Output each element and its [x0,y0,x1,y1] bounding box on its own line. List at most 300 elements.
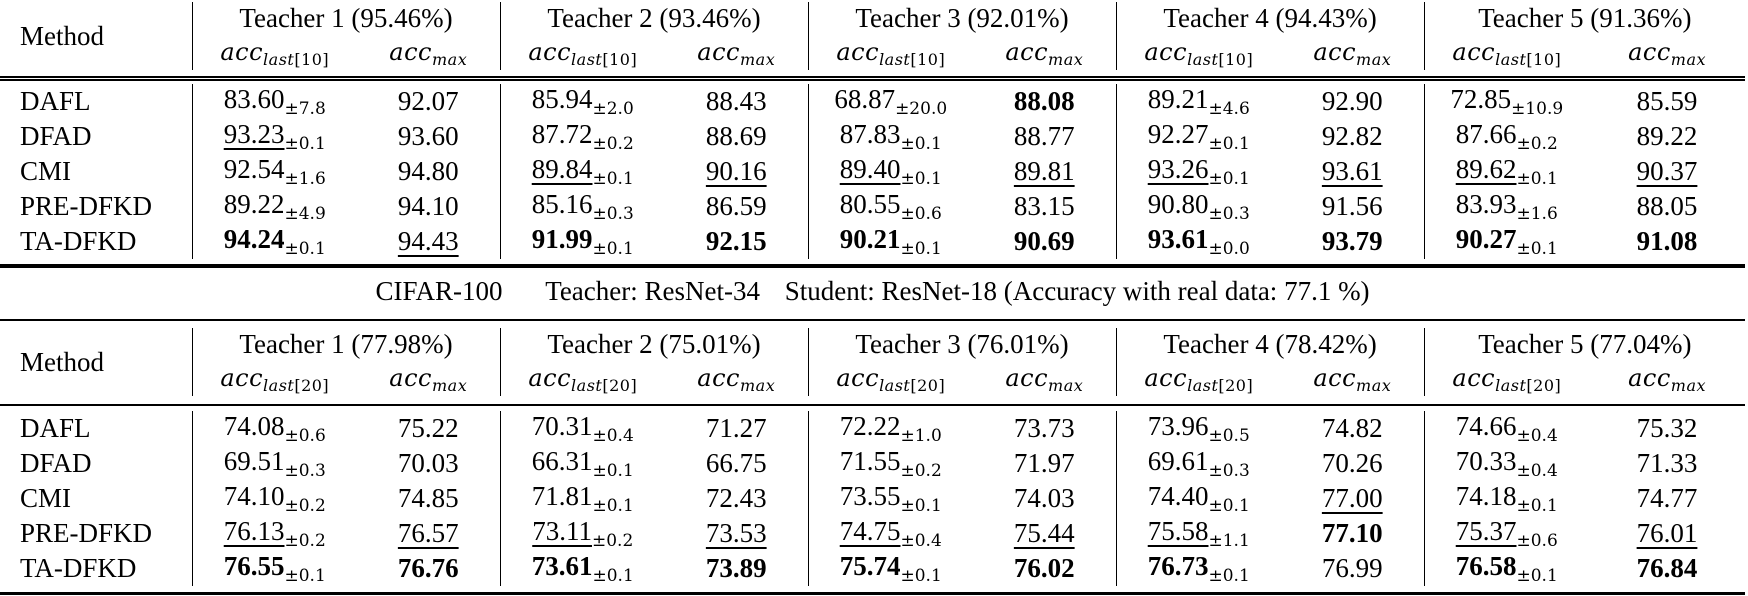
acc-max-value: 86.59 [705,191,767,221]
acc-last-value: 94.24 [223,224,285,254]
acc-max-value: 88.77 [1013,121,1075,151]
acc-max-cell [973,154,1116,189]
acc-last-value: 74.18 [1455,481,1517,511]
acc-max-value: 76.76 [397,553,459,583]
acc-last-value: 72.22 [839,411,901,441]
header-rule [0,76,1745,78]
std-dev: ±0.1 [900,566,942,586]
table-caption [0,276,1745,307]
std-dev: ±10.9 [1511,99,1564,119]
acc-max-value: 75.22 [397,413,459,443]
acc-max-value: 88.05 [1636,191,1698,221]
std-dev: ±0.2 [284,531,326,551]
acc-last-header: acc$_{last[20]}$ [192,360,357,396]
acc-last-value: 87.72 [531,119,593,149]
std-dev: ±0.3 [1208,204,1250,224]
acc-max-cell [1589,119,1745,154]
acc-last-cell [192,411,357,446]
method-name: TA-DFKD [20,553,137,583]
acc-last-value: 89.62 [1455,154,1517,184]
acc-max-cell [1281,224,1424,259]
acc-max-value: 85.59 [1636,86,1698,116]
acc-max-cell [1589,224,1745,259]
acc-max-cell [973,446,1116,481]
std-dev: ±0.3 [284,461,326,481]
acc-last-value: 76.13 [223,516,285,546]
acc-last-cell [500,411,665,446]
acc-max-header: acc$_{max}$ [697,37,776,69]
acc-last-cell [500,551,665,586]
acc-last-cell [1116,224,1281,259]
acc-max-cell [357,481,500,516]
acc-last-cell [500,154,665,189]
acc-last-cell [500,224,665,259]
method-name: PRE-DFKD [20,518,153,548]
std-dev: ±4.9 [284,204,326,224]
acc-last-value: 74.75 [839,516,901,546]
acc-last-value: 66.31 [531,446,593,476]
acc-last-cell [192,119,357,154]
acc-last-header: acc$_{last[20]}$ [1116,360,1281,396]
acc-last-cell [1116,189,1281,224]
acc-last-value: 87.83 [839,119,901,149]
acc-max-value: 92.15 [705,226,767,256]
acc-max-value: 92.90 [1321,86,1383,116]
std-dev: ±0.2 [592,134,634,154]
acc-last-cell [1116,446,1281,481]
std-dev: ±1.0 [900,426,942,446]
method-name: TA-DFKD [20,226,137,256]
method-name: PRE-DFKD [20,191,153,221]
table-row [0,411,1745,446]
bottom-rule [0,592,1745,595]
acc-last-cell [1116,516,1281,551]
acc-last-cell [192,481,357,516]
acc-max-value: 90.37 [1636,156,1698,186]
acc-max-value: 75.32 [1636,413,1698,443]
acc-last-cell [192,189,357,224]
acc-last-header: acc$_{last[10]}$ [500,34,665,70]
acc-last-value: 90.27 [1455,224,1517,254]
std-dev: ±0.1 [900,496,942,516]
acc-last-header: acc$_{last[10]}$ [1424,34,1589,70]
acc-last-value: 89.40 [839,154,901,184]
acc-max-value: 76.01 [1636,518,1698,548]
acc-max-cell [1589,84,1745,119]
acc-max-header: acc$_{max}$ [389,37,468,69]
acc-last-value: 74.08 [223,411,285,441]
acc-last-cell [1424,154,1589,189]
std-dev: ±0.3 [592,204,634,224]
top-results-table [0,2,1745,70]
acc-last-value: 89.22 [223,189,285,219]
acc-max-value: 73.73 [1013,413,1075,443]
acc-last-value: 90.21 [839,224,901,254]
std-dev: ±0.6 [1516,531,1558,551]
std-dev: ±0.4 [1516,461,1558,481]
std-dev: ±0.1 [592,496,634,516]
std-dev: ±0.1 [592,566,634,586]
acc-max-cell [1281,189,1424,224]
caption-rule [0,319,1745,321]
std-dev: ±0.1 [284,134,326,154]
acc-last-value: 93.61 [1147,224,1209,254]
teacher-header: Teacher 4 (94.43%) [1116,2,1424,34]
std-dev: ±0.2 [900,461,942,481]
std-dev: ±0.1 [592,239,634,259]
method-name: DAFL [20,413,91,443]
method-header: Method [20,346,104,377]
acc-last-value: 74.66 [1455,411,1517,441]
acc-max-header: acc$_{max}$ [1628,363,1707,395]
acc-last-value: 83.93 [1455,189,1517,219]
acc-last-cell [808,411,973,446]
acc-max-value: 77.10 [1321,518,1383,548]
acc-max-header: acc$_{max}$ [1005,363,1084,395]
acc-max-value: 71.27 [705,413,767,443]
acc-last-value: 69.51 [223,446,285,476]
acc-max-cell [357,84,500,119]
acc-max-value: 73.53 [705,518,767,548]
acc-last-value: 75.37 [1455,516,1517,546]
acc-max-cell [665,411,808,446]
acc-max-value: 66.75 [705,448,767,478]
acc-max-cell [973,119,1116,154]
acc-max-value: 93.60 [397,121,459,151]
table-row [0,551,1745,586]
acc-max-cell [1281,154,1424,189]
acc-last-value: 89.21 [1147,84,1209,114]
acc-last-cell [500,446,665,481]
acc-max-value: 76.99 [1321,553,1383,583]
acc-last-value: 73.96 [1147,411,1209,441]
acc-max-value: 70.26 [1321,448,1383,478]
table-row [0,154,1745,189]
teacher-header: Teacher 1 (95.46%) [192,2,500,34]
acc-max-cell [665,154,808,189]
acc-last-cell [808,189,973,224]
acc-max-value: 74.03 [1013,483,1075,513]
acc-last-cell [808,481,973,516]
student-arch-label: Student: ResNet-18 (Accuracy with real data: 77.1 %) [784,276,1370,306]
acc-max-value: 89.22 [1636,121,1698,151]
std-dev: ±0.1 [1208,169,1250,189]
acc-max-header: acc$_{max}$ [697,363,776,395]
acc-max-cell [973,516,1116,551]
acc-last-value: 75.58 [1147,516,1209,546]
acc-max-cell [665,84,808,119]
acc-last-value: 76.58 [1455,551,1517,581]
acc-max-cell [1281,551,1424,586]
acc-last-value: 71.55 [839,446,901,476]
std-dev: ±4.6 [1208,99,1250,119]
acc-max-value: 91.08 [1636,226,1698,256]
acc-last-cell [500,516,665,551]
acc-last-value: 70.31 [531,411,593,441]
acc-max-cell [1281,119,1424,154]
teacher-header: Teacher 2 (93.46%) [500,2,808,34]
acc-last-cell [1424,224,1589,259]
acc-max-value: 76.02 [1013,553,1075,583]
acc-max-cell [973,551,1116,586]
method-name: CMI [20,483,72,513]
acc-max-cell [1281,84,1424,119]
acc-max-cell [973,84,1116,119]
acc-last-cell [500,84,665,119]
acc-last-cell [1116,411,1281,446]
acc-max-cell [1589,516,1745,551]
bottom-results-table [0,328,1745,396]
acc-last-value: 70.33 [1455,446,1517,476]
acc-last-cell [808,446,973,481]
teacher-header: Teacher 3 (92.01%) [808,2,1116,34]
acc-last-cell [1424,481,1589,516]
acc-last-cell [500,119,665,154]
acc-max-value: 88.43 [705,86,767,116]
std-dev: ±0.1 [1208,566,1250,586]
acc-max-value: 94.43 [397,226,459,256]
acc-last-value: 73.11 [532,516,592,546]
acc-last-cell [1116,119,1281,154]
teacher-header: Teacher 1 (77.98%) [192,328,500,360]
acc-last-cell [1116,481,1281,516]
acc-last-cell [1424,446,1589,481]
std-dev: ±0.1 [284,239,326,259]
method-name: CMI [20,156,72,186]
acc-max-cell [1281,411,1424,446]
acc-max-header: acc$_{max}$ [1313,37,1392,69]
acc-max-cell [665,224,808,259]
table-row [0,516,1745,551]
acc-last-cell [1116,84,1281,119]
std-dev: ±0.2 [284,496,326,516]
std-dev: ±0.1 [1208,496,1250,516]
table-row [0,84,1745,119]
table-row [0,224,1745,259]
acc-max-cell [357,551,500,586]
acc-max-cell [1589,481,1745,516]
acc-max-value: 74.82 [1321,413,1383,443]
acc-max-cell [357,411,500,446]
acc-max-cell [973,411,1116,446]
acc-last-cell [1116,154,1281,189]
teacher-header: Teacher 5 (91.36%) [1424,2,1745,34]
std-dev: ±0.1 [592,461,634,481]
acc-max-cell [357,224,500,259]
std-dev: ±1.6 [284,169,326,189]
acc-max-cell [665,446,808,481]
acc-last-cell [1424,84,1589,119]
acc-max-value: 92.82 [1321,121,1383,151]
acc-last-value: 71.81 [531,481,593,511]
acc-last-cell [192,516,357,551]
top-results-body [0,84,1745,259]
acc-max-cell [665,189,808,224]
acc-max-cell [665,551,808,586]
acc-last-header: acc$_{last[20]}$ [1424,360,1589,396]
acc-max-value: 74.85 [397,483,459,513]
acc-last-value: 93.26 [1147,154,1209,184]
acc-last-value: 87.66 [1455,119,1517,149]
acc-last-value: 72.85 [1450,84,1512,114]
acc-last-cell [1424,411,1589,446]
acc-max-value: 93.79 [1321,226,1383,256]
acc-last-value: 90.80 [1147,189,1209,219]
acc-max-cell [973,481,1116,516]
acc-max-value: 91.56 [1321,191,1383,221]
std-dev: ±0.1 [900,239,942,259]
acc-last-value: 92.54 [223,154,285,184]
table-row [0,446,1745,481]
std-dev: ±0.4 [900,531,942,551]
acc-last-header: acc$_{last[10]}$ [808,34,973,70]
acc-max-cell [665,119,808,154]
acc-last-value: 74.40 [1147,481,1209,511]
std-dev: ±2.0 [592,99,634,119]
acc-max-header: acc$_{max}$ [1005,37,1084,69]
std-dev: ±1.1 [1208,531,1250,551]
acc-last-cell [192,551,357,586]
acc-max-cell [1589,446,1745,481]
acc-max-cell [1589,411,1745,446]
acc-last-cell [192,84,357,119]
acc-last-value: 76.73 [1147,551,1209,581]
acc-max-cell [973,224,1116,259]
acc-max-cell [357,446,500,481]
acc-last-cell [808,154,973,189]
acc-last-value: 68.87 [834,84,896,114]
acc-max-value: 89.81 [1013,156,1075,186]
acc-max-cell [357,154,500,189]
acc-max-cell [357,189,500,224]
acc-last-cell [500,481,665,516]
acc-last-cell [192,154,357,189]
acc-last-value: 75.74 [839,551,901,581]
method-name: DAFL [20,86,91,116]
method-name: DFAD [20,121,92,151]
acc-last-cell [808,224,973,259]
acc-last-header: acc$_{last[20]}$ [808,360,973,396]
acc-last-header: acc$_{last[10]}$ [192,34,357,70]
acc-max-value: 76.57 [397,518,459,548]
acc-last-cell [500,189,665,224]
acc-max-cell [1589,189,1745,224]
acc-last-value: 83.60 [223,84,285,114]
acc-max-value: 83.15 [1013,191,1075,221]
std-dev: ±0.1 [1516,239,1558,259]
acc-last-header: acc$_{last[20]}$ [500,360,665,396]
acc-last-cell [1116,551,1281,586]
std-dev: ±0.1 [900,134,942,154]
acc-max-value: 94.80 [397,156,459,186]
std-dev: ±7.8 [284,99,326,119]
acc-max-value: 94.10 [397,191,459,221]
acc-last-value: 76.55 [223,551,285,581]
acc-max-value: 76.84 [1636,553,1698,583]
std-dev: ±0.1 [592,169,634,189]
acc-last-value: 92.27 [1147,119,1209,149]
acc-max-value: 88.08 [1013,86,1075,116]
std-dev: ±0.1 [284,566,326,586]
acc-last-value: 73.61 [531,551,593,581]
std-dev: ±20.0 [895,99,948,119]
acc-max-value: 71.97 [1013,448,1075,478]
std-dev: ±0.1 [1516,169,1558,189]
acc-max-value: 72.43 [705,483,767,513]
acc-last-value: 69.61 [1147,446,1209,476]
acc-last-cell [192,446,357,481]
std-dev: ±0.2 [591,531,634,551]
acc-max-value: 93.61 [1321,156,1383,186]
acc-max-value: 71.33 [1636,448,1698,478]
table-row [0,481,1745,516]
acc-max-value: 77.00 [1321,483,1383,513]
acc-max-value: 88.69 [705,121,767,151]
acc-max-cell [665,516,808,551]
acc-max-value: 92.07 [397,86,459,116]
acc-max-cell [1281,481,1424,516]
acc-max-cell [1589,551,1745,586]
acc-last-value: 85.94 [531,84,593,114]
acc-max-cell [357,119,500,154]
teacher-header: Teacher 3 (76.01%) [808,328,1116,360]
std-dev: ±1.6 [1516,204,1558,224]
std-dev: ±0.4 [1516,426,1558,446]
teacher-arch-label: Teacher: ResNet-34 [545,276,760,306]
teacher-header: Teacher 5 (77.04%) [1424,328,1745,360]
acc-last-cell [808,516,973,551]
std-dev: ±0.3 [1208,461,1250,481]
acc-max-header: acc$_{max}$ [1313,363,1392,395]
std-dev: ±0.1 [1516,566,1558,586]
acc-max-value: 70.03 [397,448,459,478]
acc-max-cell [357,516,500,551]
acc-last-value: 89.84 [531,154,593,184]
table-row [0,119,1745,154]
std-dev: ±0.1 [1516,496,1558,516]
std-dev: ±0.1 [1208,134,1250,154]
acc-last-cell [808,119,973,154]
method-header: Method [20,20,104,51]
acc-last-cell [192,224,357,259]
acc-max-value: 90.16 [705,156,767,186]
acc-last-value: 80.55 [839,189,901,219]
acc-max-cell [973,189,1116,224]
acc-last-value: 91.99 [531,224,593,254]
acc-last-value: 73.55 [839,481,901,511]
acc-last-value: 85.16 [531,189,593,219]
acc-last-cell [1424,516,1589,551]
header-rule [0,404,1745,406]
section-divider [0,264,1745,268]
std-dev: ±0.6 [284,426,326,446]
acc-max-header: acc$_{max}$ [389,363,468,395]
std-dev: ±0.5 [1208,426,1250,446]
acc-last-header: acc$_{last[10]}$ [1116,34,1281,70]
std-dev: ±0.1 [900,169,942,189]
bottom-results-body [0,411,1745,586]
std-dev: ±0.4 [592,426,634,446]
acc-max-header: acc$_{max}$ [1628,37,1707,69]
acc-max-value: 74.77 [1636,483,1698,513]
acc-last-value: 93.23 [223,119,285,149]
acc-max-cell [1589,154,1745,189]
acc-max-value: 75.44 [1013,518,1075,548]
std-dev: ±0.6 [900,204,942,224]
acc-last-cell [808,551,973,586]
acc-last-cell [808,84,973,119]
acc-last-cell [1424,189,1589,224]
